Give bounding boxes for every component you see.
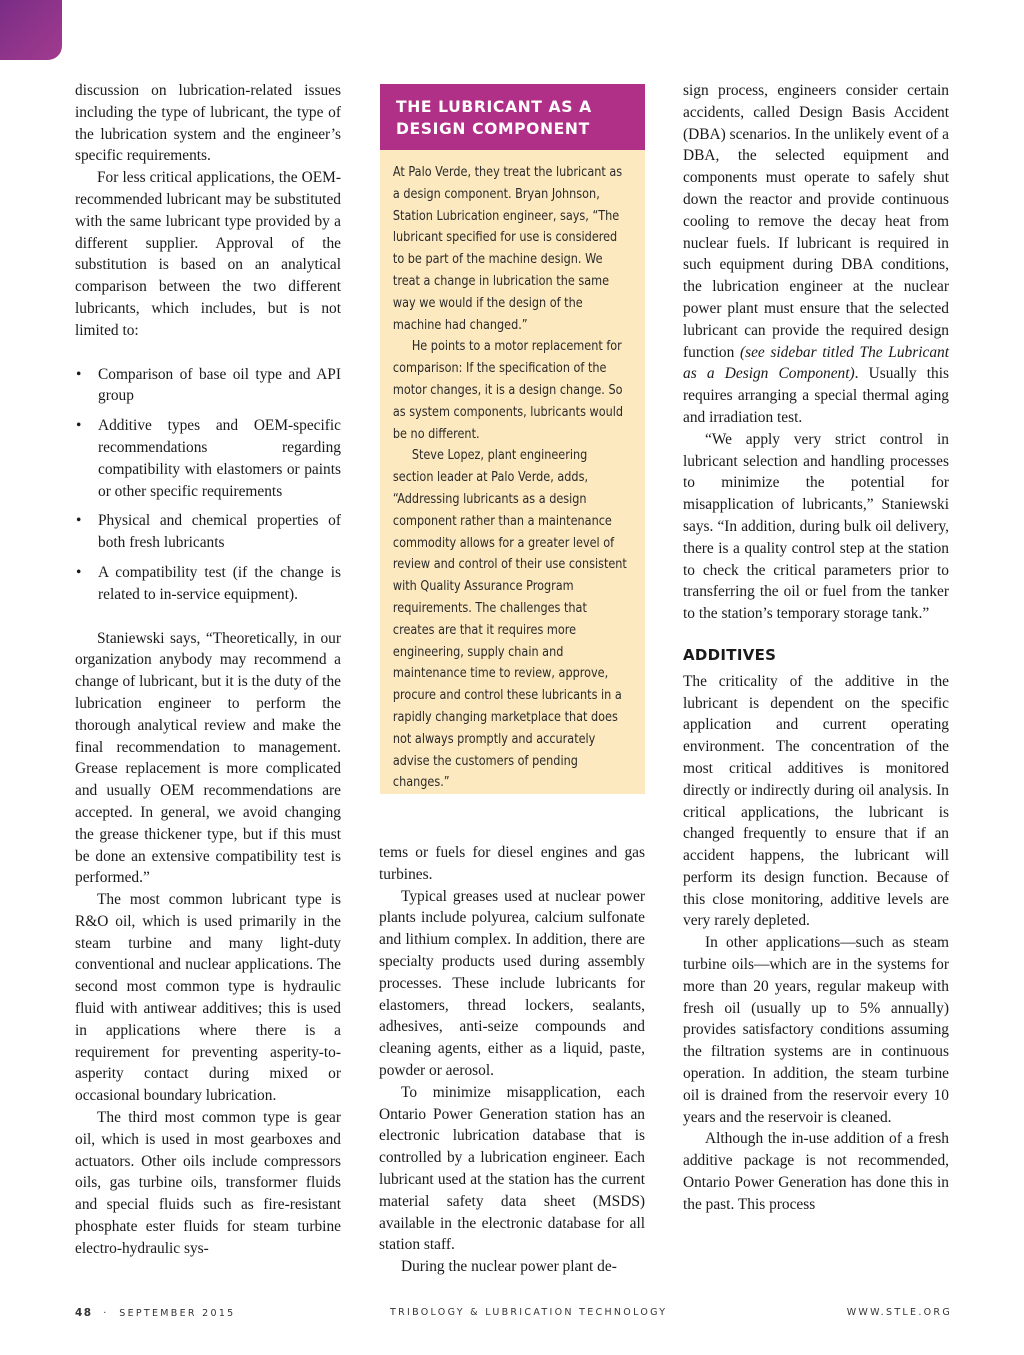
sidebar-body xyxy=(380,150,641,794)
website-link[interactable]: WWW.STLE.ORG xyxy=(846,1307,952,1318)
paragraph: The third most common type is gear oil, which is used in most gearboxes and actuators. Other oils include compressors oils, gas turbine oils, transformer fluids and special fluids such as fire-resistant phosphate ester fluids for steam turbine electro-hydraulic sys- xyxy=(75,1109,341,1257)
paragraph: Typical greases used at nuclear power plants include polyurea, calcium sulfonate and lithium complex. In addition, there are specialty products used during assembly processes. These include lubricants for elastomers, thread lockers, sealants, adhesives, anti-seize compounds and cleaning agents, either as a liquid, paste, powder or aerosol. xyxy=(379,887,645,1079)
paragraph: To minimize misapplication, each Ontario Power Generation station has an electronic lubrication database that is controlled by a lubrication engineer. Each lubricant used at the station has the current material safety data sheet (MSDS) available in the electronic database for all station staff. xyxy=(379,1083,645,1254)
paragraph: “We apply very strict control in lubricant selection and handling processes to minimize the potential for misapplication of lubricants,” Staniewski says. “In addition, during bulk oil delivery, there is a quality control step at the station to check the critical parameters prior to transferring the oil or fuel from the tanker to the station’s temporary storage tank.” xyxy=(683,430,949,623)
column-right xyxy=(683,80,949,1216)
issue-date: SEPTEMBER 2015 xyxy=(119,1308,236,1319)
paragraph: discussion on lubrication-related issues including the type of lubricant, the type of the lubrication system and the engineer’s specific requirements. xyxy=(75,82,341,165)
paragraph: tems or fuels for diesel engines and gas turbines. xyxy=(379,844,645,883)
paragraph: During the nuclear power plant de- xyxy=(401,1258,617,1276)
paragraph: For less critical applications, the OEM-recommended lubricant may be substituted with the same lubricant type provided by a different supplier. Approval of the substitution is based on an analytical comparison between the two different lubricants, which includes, but is not limited to: xyxy=(75,169,341,339)
bullet-item: • Physical and chemical properties of both fresh lubricants xyxy=(75,510,341,554)
section-heading: ADDITIVES xyxy=(683,645,777,664)
paragraph: The criticality of the additive in the lubricant is dependent on the specific application and current operating environment. The concentration of the most critical additives is monitored directly or indirectly during oil analysis. In critical applications, the lubricant is changed frequently to ensure that if an accident happens, the lubricant will perform its design function. Because of this close monitoring, additive levels are very rarely depleted. xyxy=(683,672,949,930)
sidebar-paragraph: He points to a motor replacement for comparison: If the specification of the motor changes, it is a design change. So as system components, lubricants would be no different. xyxy=(392,339,624,442)
paragraph: Staniewski says, “Theoretically, in our organization anybody may recommend a change of lubricant, but it is the duty of the lubrication engineer to perform the thorough analytical review and make the final recommendation to management. Grease replacement is more complicated and usually OEM recommendations are accepted. In general, we avoid changing the grease thickener type, but if this must be done an extensive compatibility test is performed.” xyxy=(75,629,341,887)
text-span: . Usually this requires arranging a special thermal aging and irradiation test. xyxy=(683,365,949,426)
footer-separator: · xyxy=(103,1308,109,1319)
corner-tab xyxy=(0,0,62,60)
sidebar-reference: (see sidebar titled The Lubricant as a Design Component) xyxy=(683,343,949,383)
sidebar-box xyxy=(380,84,645,794)
sidebar-paragraph: At Palo Verde, they treat the lubricant as a design component. Bryan Johnson, Station Lubrication engineer, says, “The lubricant specified for use is considered to be part of the machine design. We treat a change in lubrication the same way we would if the design of the machine had changed.” xyxy=(392,165,623,333)
column-left xyxy=(75,80,341,1260)
footer-left xyxy=(75,1307,236,1319)
bullet-item: • Additive types and OEM-specific recommendations regarding compatibility with elastomers or paints or other specific requirements xyxy=(75,415,341,502)
publication-name: TRIBOLOGY & LUBRICATION TECHNOLOGY xyxy=(390,1307,668,1318)
bullet-item: • Comparison of base oil type and API group xyxy=(75,364,341,408)
paragraph: In other applications—such as steam turbine oils—which are in the systems for more than 20 years, regular makeup with fresh oil (usually up to 5% annually) provides satisfactory conditions assuming the filtration systems are in continuous operation. In addition, the steam turbine oil is drained from the reservoir every 10 years and the reservoir is cleaned. xyxy=(683,934,949,1126)
paragraph xyxy=(683,80,949,429)
page-number: 48 xyxy=(75,1307,93,1319)
paragraph: The most common lubricant type is R&O oil, which is used primarily in the steam turbine and many light-duty conventional and nuclear applications. The second most common type is hydraulic fluid with antiwear additives; this is used in applications where there is a requirement for preventing asperity-to-asperity contact during mixed or occasional boundary lubrication. xyxy=(75,891,341,1105)
paragraph: Although the in-use addition of a fresh additive package is not recommended, Ontario Power Generation has done this in the past. This process xyxy=(683,1130,949,1213)
bullet-list xyxy=(75,364,341,606)
text-span: sign process, engineers consider certain accidents, called Design Basis Accident (DBA) scenarios. In the unlikely event of a DBA, the selected equipment and components must operate to safely shut down the reactor and provide continuous cooling to remove the decay heat from nuclear fuels. If lubricant is required in such equipment during DBA conditions, the lubrication engineer at the nuclear power plant must ensure that the selected lubricant can provide the required design function xyxy=(683,82,949,361)
bullet-item: • A compatibility test (if the change is related to in-service equipment). xyxy=(75,562,341,606)
sidebar-paragraph: Steve Lopez, plant engineering section leader at Palo Verde, adds, “Addressing lubricants as a design component rather than a maintenance commodity allows for a greater level of review and control of their use consistent with Quality Assurance Program requirements. The challenges that creates are that it requires more engineering, supply chain and maintenance time to review, approve, procure and control these lubricants in a rapidly changing marketplace that does not always promptly and accurately advise the customers of pending changes.” xyxy=(392,448,627,791)
column-middle xyxy=(379,842,645,1278)
sidebar-title: THE LUBRICANT AS A DESIGN COMPONENT xyxy=(380,84,645,150)
